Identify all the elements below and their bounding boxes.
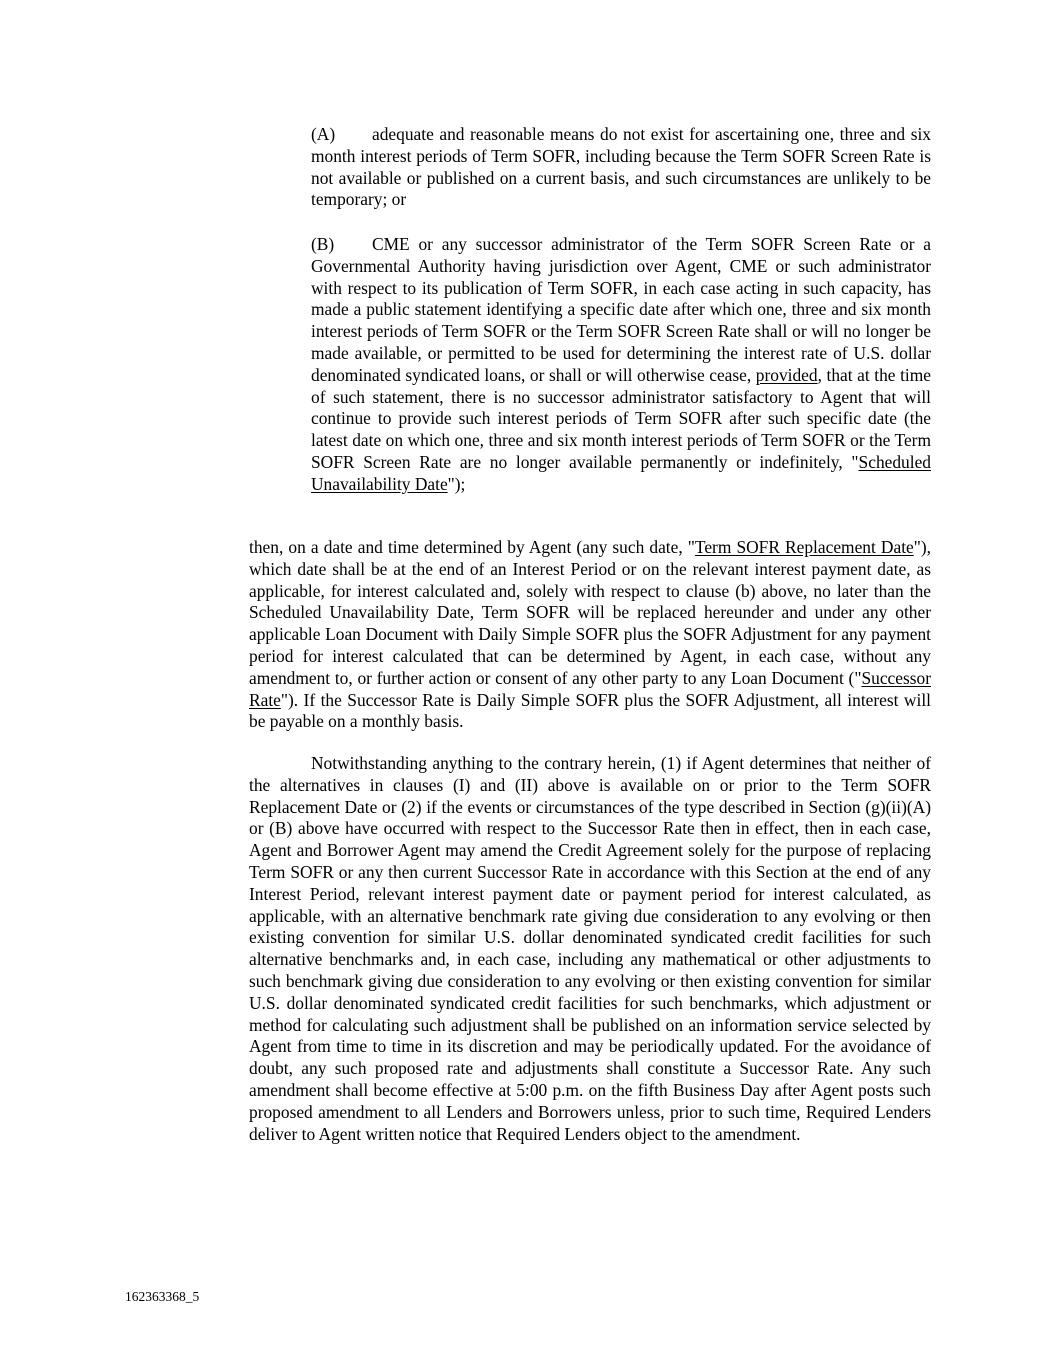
clause-a-label: (A) <box>311 124 336 144</box>
replacement-paragraph <box>249 537 931 733</box>
replacement-text-1: then, on a date and time determined by Agent (any such date, " <box>249 537 695 557</box>
replacement-text-3: "). If the Successor Rate is Daily Simple SOFR plus the SOFR Adjustment, all interest will be payable on a monthly basis. <box>249 689 931 732</box>
clause-b <box>311 234 931 496</box>
notwithstanding-paragraph <box>249 753 931 1145</box>
clause-b-label: (B) <box>311 234 335 254</box>
notwithstanding-text: Notwithstanding anything to the contrary herein, (1) if Agent determines that neither of the alternatives in clauses (I) and (II) above is available on or prior to the Term SOFR Replacement Date or (2) if the events or circumstances of the type described in Section (g)(ii)(A) or (B) above have occurred with respect to the Successor Rate then in effect, then in each case, Agent and Borrower Agent may amend the Credit Agreement solely for the purpose of replacing Term SOFR or any then current Successor Rate in accordance with this Section at the end of any Interest Period, relevant interest payment date or payment period for interest calculated, as applicable, with an alternative benchmark rate giving due consideration to any evolving or then existing convention for similar U.S. dollar denominated syndicated credit facilities for such alternative benchmarks and, in each case, including any mathematical or other adjustments to such benchmark giving due consideration to any evolving or then existing convention for similar U.S. dollar denominated syndicated credit facilities for such benchmarks, which adjustment or method for calculating such adjustment shall be published on an information service selected by Agent from time to time in its discretion and may be periodically updated. For the avoidance of doubt, any such proposed rate and adjustments shall constitute a Successor Rate. Any such amendment shall become effective at 5:00 p.m. on the fifth Business Day after Agent posts such proposed amendment to all Lenders and Borrowers unless, prior to such time, Required Lenders deliver to Agent written notice that Required Lenders object to the amendment. <box>249 753 931 1144</box>
clause-b-text-2: , that at the time of such statement, there is no successor administrator satisfactory to Agent that will continue to provide such interest periods of Term SOFR after such specific date (the latest date on which one, three and six month interest periods of Term SOFR or the Term SOFR Screen Rate are no longer available permanently or indefinitely, " <box>311 364 931 472</box>
clause-a <box>311 124 931 211</box>
document-id-footer: 162363368_5 <box>125 1289 200 1304</box>
defined-term-scheduled-unavailability-date: Scheduled Unavailability Date <box>311 451 931 494</box>
clause-b-text-3: "); <box>447 473 466 494</box>
replacement-text-2: "), which date shall be at the end of an Interest Period or on the relevant interest payment date, as applicable, for interest calculated and, solely with respect to clause (b) above, no later than the Scheduled Unavailability Date, Term SOFR will be replaced hereunder and under any other applicable Loan Document with Daily Simple SOFR plus the SOFR Adjustment for any payment period for interest calculated that can be determined by Agent, in each case, without any amendment to, or further action or consent of any other party to any Loan Document (" <box>249 537 931 688</box>
clause-a-text: adequate and reasonable means do not exist for ascertaining one, three and six month interest periods of Term SOFR, including because the Term SOFR Screen Rate is not available or published on a current basis, and such circumstances are unlikely to be temporary; or <box>311 124 931 210</box>
provided-term: provided <box>755 364 818 385</box>
clause-b-text-1: CME or any successor administrator of the Term SOFR Screen Rate or a Governmental Authority having jurisdiction over Agent, CME or such administrator with respect to its publication of Term SOFR, in each case acting in such capacity, has made a public statement identifying a specific date after which one, three and six month interest periods of Term SOFR or the Term SOFR Screen Rate shall or will no longer be made available, or permitted to be used for determining the interest rate of U.S. dollar denominated syndicated loans, or shall or will otherwise cease, <box>311 234 931 385</box>
defined-term-successor-rate: Successor Rate <box>249 667 931 710</box>
defined-term-term-sofr-replacement-date: Term SOFR Replacement Date <box>694 537 914 557</box>
